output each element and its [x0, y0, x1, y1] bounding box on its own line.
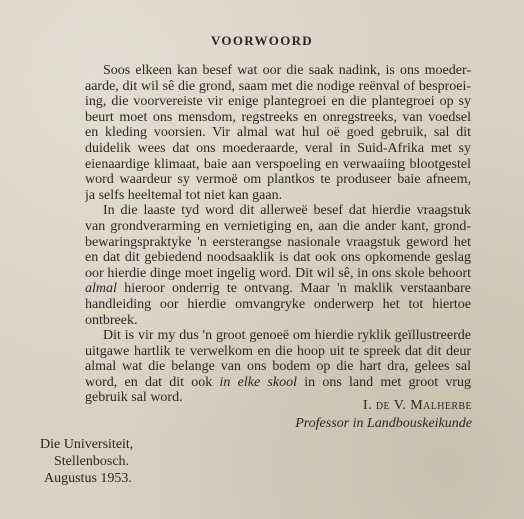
page-title: VOORWOORD: [211, 33, 313, 48]
text-run: hieroor onderrig te ontvang. Maar 'n maklik verstaanbare: [116, 281, 471, 297]
text-line: ontbreek.: [85, 312, 138, 328]
signature-name-prefix: I.: [363, 398, 376, 413]
text-line: Dit is vir my dus 'n groot genoeë om hierdie ryklik geïllustreerde: [103, 328, 471, 344]
text-line: oor hierdie dinge moet ingelig word. Dit wil sê, in ons skole behoort: [85, 265, 471, 281]
text-line: gebruik sal word.: [85, 390, 183, 406]
text-line: eienaardige klimaat, baie aan verspoeling en verwaaiing blootgestel: [85, 156, 471, 172]
text-line: almal wat die belange van ons bodem op die hart dra, gelees sal: [85, 359, 471, 375]
address-line-1: Die Universiteit,: [40, 437, 134, 452]
text-line: bewaringspraktyke 'n eersterangse nasionale vraagstuk geword het: [85, 234, 471, 250]
signature-name-mid: V. M: [390, 398, 424, 413]
text-run: word, en dat dit ook: [85, 374, 220, 390]
address-block: [40, 436, 133, 487]
address-line-3: Augustus 1953.: [44, 471, 132, 486]
signature-name: [300, 398, 472, 414]
text-line: en kleding voorsien. Vir almal wat hul oë goed gebruik, sal dit: [85, 125, 471, 141]
text-line: [85, 281, 471, 297]
text-line: en dat dit gebiedend noodsaaklik is dat ook ons opkomende geslag: [85, 250, 471, 266]
text-run: in ons land met groot vrug: [296, 374, 471, 390]
address-line-2: Stellenbosch.: [54, 454, 130, 469]
text-line: word waardeur sy vermoë om plantkos te produseer baie afneem,: [85, 172, 471, 188]
text-line: In die laaste tyd word dit allerweë besef dat hierdie vraagstuk: [103, 203, 471, 219]
text-line: aarde, dit wil sê die grond, saam met die nodige reënval of besproei-: [85, 78, 471, 94]
text-line: uitgawe hartlik te verwelkom en die hoop uit te spreek dat dit deur: [85, 343, 471, 359]
signature-name-de: DE: [375, 401, 391, 412]
text-line: [85, 375, 471, 391]
foreword-body: [85, 63, 471, 406]
text-line: beurt moet ons mensdom, regstreeks en onregstreeks, van voedsel: [85, 109, 471, 125]
text-line: handleiding oor hierdie omvangryke onderwerp het tot hiertoe: [85, 296, 471, 312]
emphasis-text: in elke skool: [219, 374, 297, 390]
signature-name-rest: ALHERBE: [423, 401, 472, 412]
text-line: ing, die voorvereiste vir enige plantegroei en die plantegroei op sy: [85, 94, 471, 110]
text-line: Soos elkeen kan besef wat oor die saak nadink, is ons moeder-: [103, 63, 471, 78]
text-line: duidelik wees dat ons moederaarde, veral in Suid-Afrika met sy: [85, 140, 471, 156]
signature-title: Professor in Landbouskeikunde: [295, 416, 472, 431]
emphasis-text: almal: [85, 281, 117, 297]
text-line: ja selfs heeltemal tot niet kan gaan.: [85, 187, 283, 203]
text-line: van grondverarming en vernietiging en, aan die ander kant, grond-: [85, 218, 471, 234]
